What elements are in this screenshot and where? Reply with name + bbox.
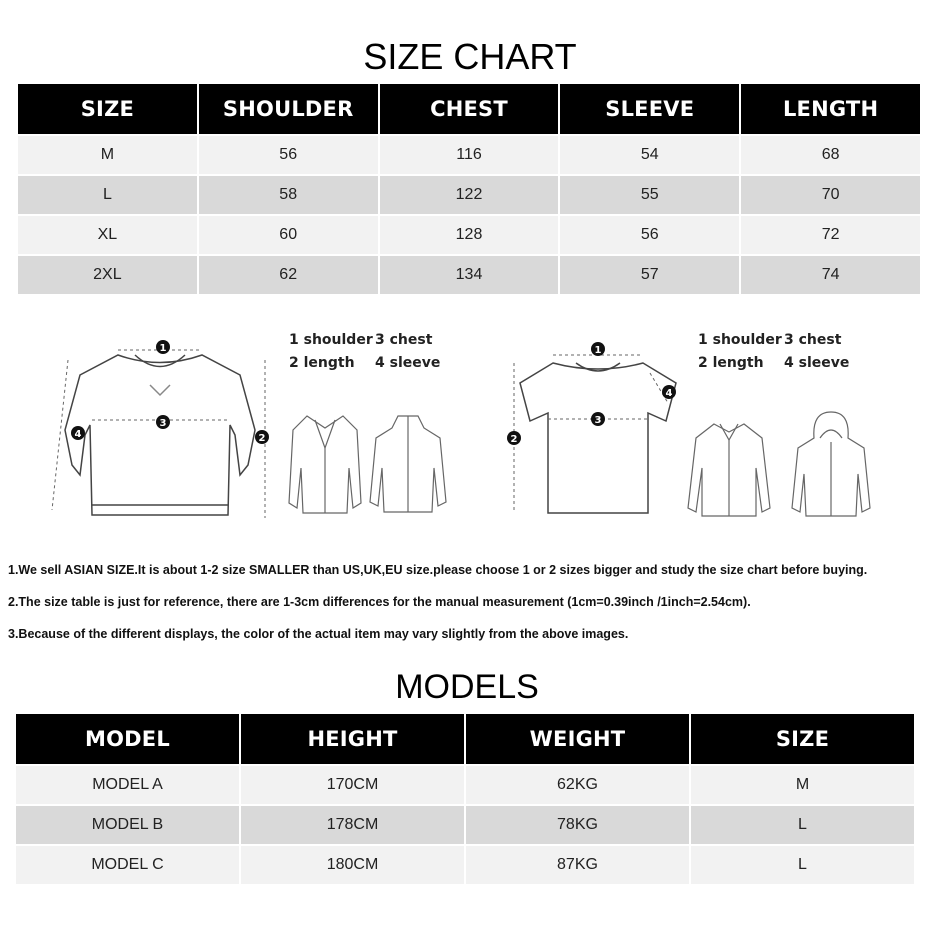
legend-sleeve: 4 sleeve: [375, 355, 441, 371]
svg-text:1: 1: [159, 343, 167, 354]
legend-shoulder: 1 shoulder: [698, 332, 782, 348]
table-row: [16, 846, 914, 884]
models-header-row: [16, 714, 914, 764]
cell-size: L: [18, 176, 197, 214]
cell-weight: 78KG: [466, 806, 689, 844]
cell-size: M: [691, 766, 914, 804]
sweater-measurement-diagram: [40, 330, 280, 530]
size-chart-header-row: [18, 84, 920, 134]
legend-chest: 3 chest: [375, 332, 433, 348]
cell-sleeve: 56: [560, 216, 739, 254]
table-row: [16, 806, 914, 844]
zip-jacket-illustration: [368, 412, 448, 518]
size-chart-table: [16, 82, 922, 296]
header-size: SIZE: [691, 714, 914, 764]
cell-chest: 128: [380, 216, 559, 254]
cell-height: 178CM: [241, 806, 464, 844]
marker-length: [507, 431, 521, 445]
svg-text:4: 4: [665, 388, 673, 399]
hoodie-illustration: [790, 408, 872, 520]
models-title: MODELS: [395, 668, 539, 706]
header-height: HEIGHT: [241, 714, 464, 764]
marker-chest: [156, 415, 170, 429]
legend-shoulder: 1 shoulder: [289, 332, 373, 348]
legend-length: 2 length: [289, 355, 355, 371]
marker-length: [255, 430, 269, 444]
cell-shoulder: 60: [199, 216, 378, 254]
marker-sleeve: [662, 385, 676, 399]
table-row: [18, 256, 920, 294]
right-measurement-legend: [698, 329, 849, 375]
marker-shoulder: [156, 340, 170, 354]
cell-sleeve: 57: [560, 256, 739, 294]
cell-size: L: [691, 806, 914, 844]
svg-text:2: 2: [258, 433, 266, 444]
cell-shoulder: 56: [199, 136, 378, 174]
header-length: LENGTH: [741, 84, 920, 134]
svg-text:3: 3: [594, 415, 602, 426]
cell-length: 74: [741, 256, 920, 294]
cell-height: 170CM: [241, 766, 464, 804]
header-model: MODEL: [16, 714, 239, 764]
table-row: [18, 136, 920, 174]
cell-shoulder: 58: [199, 176, 378, 214]
legend-sleeve: 4 sleeve: [784, 355, 850, 371]
cell-chest: 116: [380, 136, 559, 174]
blazer-illustration: [285, 408, 365, 518]
cell-length: 70: [741, 176, 920, 214]
header-sleeve: SLEEVE: [560, 84, 739, 134]
cell-size: 2XL: [18, 256, 197, 294]
marker-shoulder: [591, 342, 605, 356]
tshirt-measurement-diagram: [498, 333, 698, 528]
cell-size: L: [691, 846, 914, 884]
table-row: [18, 216, 920, 254]
svg-text:2: 2: [510, 434, 518, 445]
header-shoulder: SHOULDER: [199, 84, 378, 134]
svg-text:3: 3: [159, 418, 167, 429]
note-color-difference: 3.Because of the different displays, the color of the actual item may vary slightly from the above images.: [8, 627, 629, 641]
cell-sleeve: 55: [560, 176, 739, 214]
cell-model: MODEL C: [16, 846, 239, 884]
cell-weight: 87KG: [466, 846, 689, 884]
note-asian-size: 1.We sell ASIAN SIZE.It is about 1-2 size SMALLER than US,UK,EU size.please choose 1 or 2 sizes bigger and study the size chart before buying.: [8, 563, 868, 577]
svg-text:4: 4: [74, 429, 82, 440]
cell-length: 72: [741, 216, 920, 254]
cell-length: 68: [741, 136, 920, 174]
marker-sleeve: [71, 426, 85, 440]
legend-length: 2 length: [698, 355, 764, 371]
header-weight: WEIGHT: [466, 714, 689, 764]
cell-shoulder: 62: [199, 256, 378, 294]
legend-chest: 3 chest: [784, 332, 842, 348]
cell-model: MODEL B: [16, 806, 239, 844]
cell-height: 180CM: [241, 846, 464, 884]
models-table: [14, 712, 916, 886]
cell-chest: 122: [380, 176, 559, 214]
shirt-illustration: [684, 418, 774, 520]
table-row: [16, 766, 914, 804]
marker-chest: [591, 412, 605, 426]
cell-model: MODEL A: [16, 766, 239, 804]
cell-sleeve: 54: [560, 136, 739, 174]
header-chest: CHEST: [380, 84, 559, 134]
size-chart-title: SIZE CHART: [363, 36, 577, 77]
cell-size: XL: [18, 216, 197, 254]
header-size: SIZE: [18, 84, 197, 134]
cell-chest: 134: [380, 256, 559, 294]
cell-size: M: [18, 136, 197, 174]
svg-text:1: 1: [594, 345, 602, 356]
cell-weight: 62KG: [466, 766, 689, 804]
left-measurement-legend: [289, 329, 440, 375]
note-measurement-difference: 2.The size table is just for reference, there are 1-3cm differences for the manual measurement (1cm=0.39inch /1inch=2.54cm).: [8, 595, 751, 609]
table-row: [18, 176, 920, 214]
